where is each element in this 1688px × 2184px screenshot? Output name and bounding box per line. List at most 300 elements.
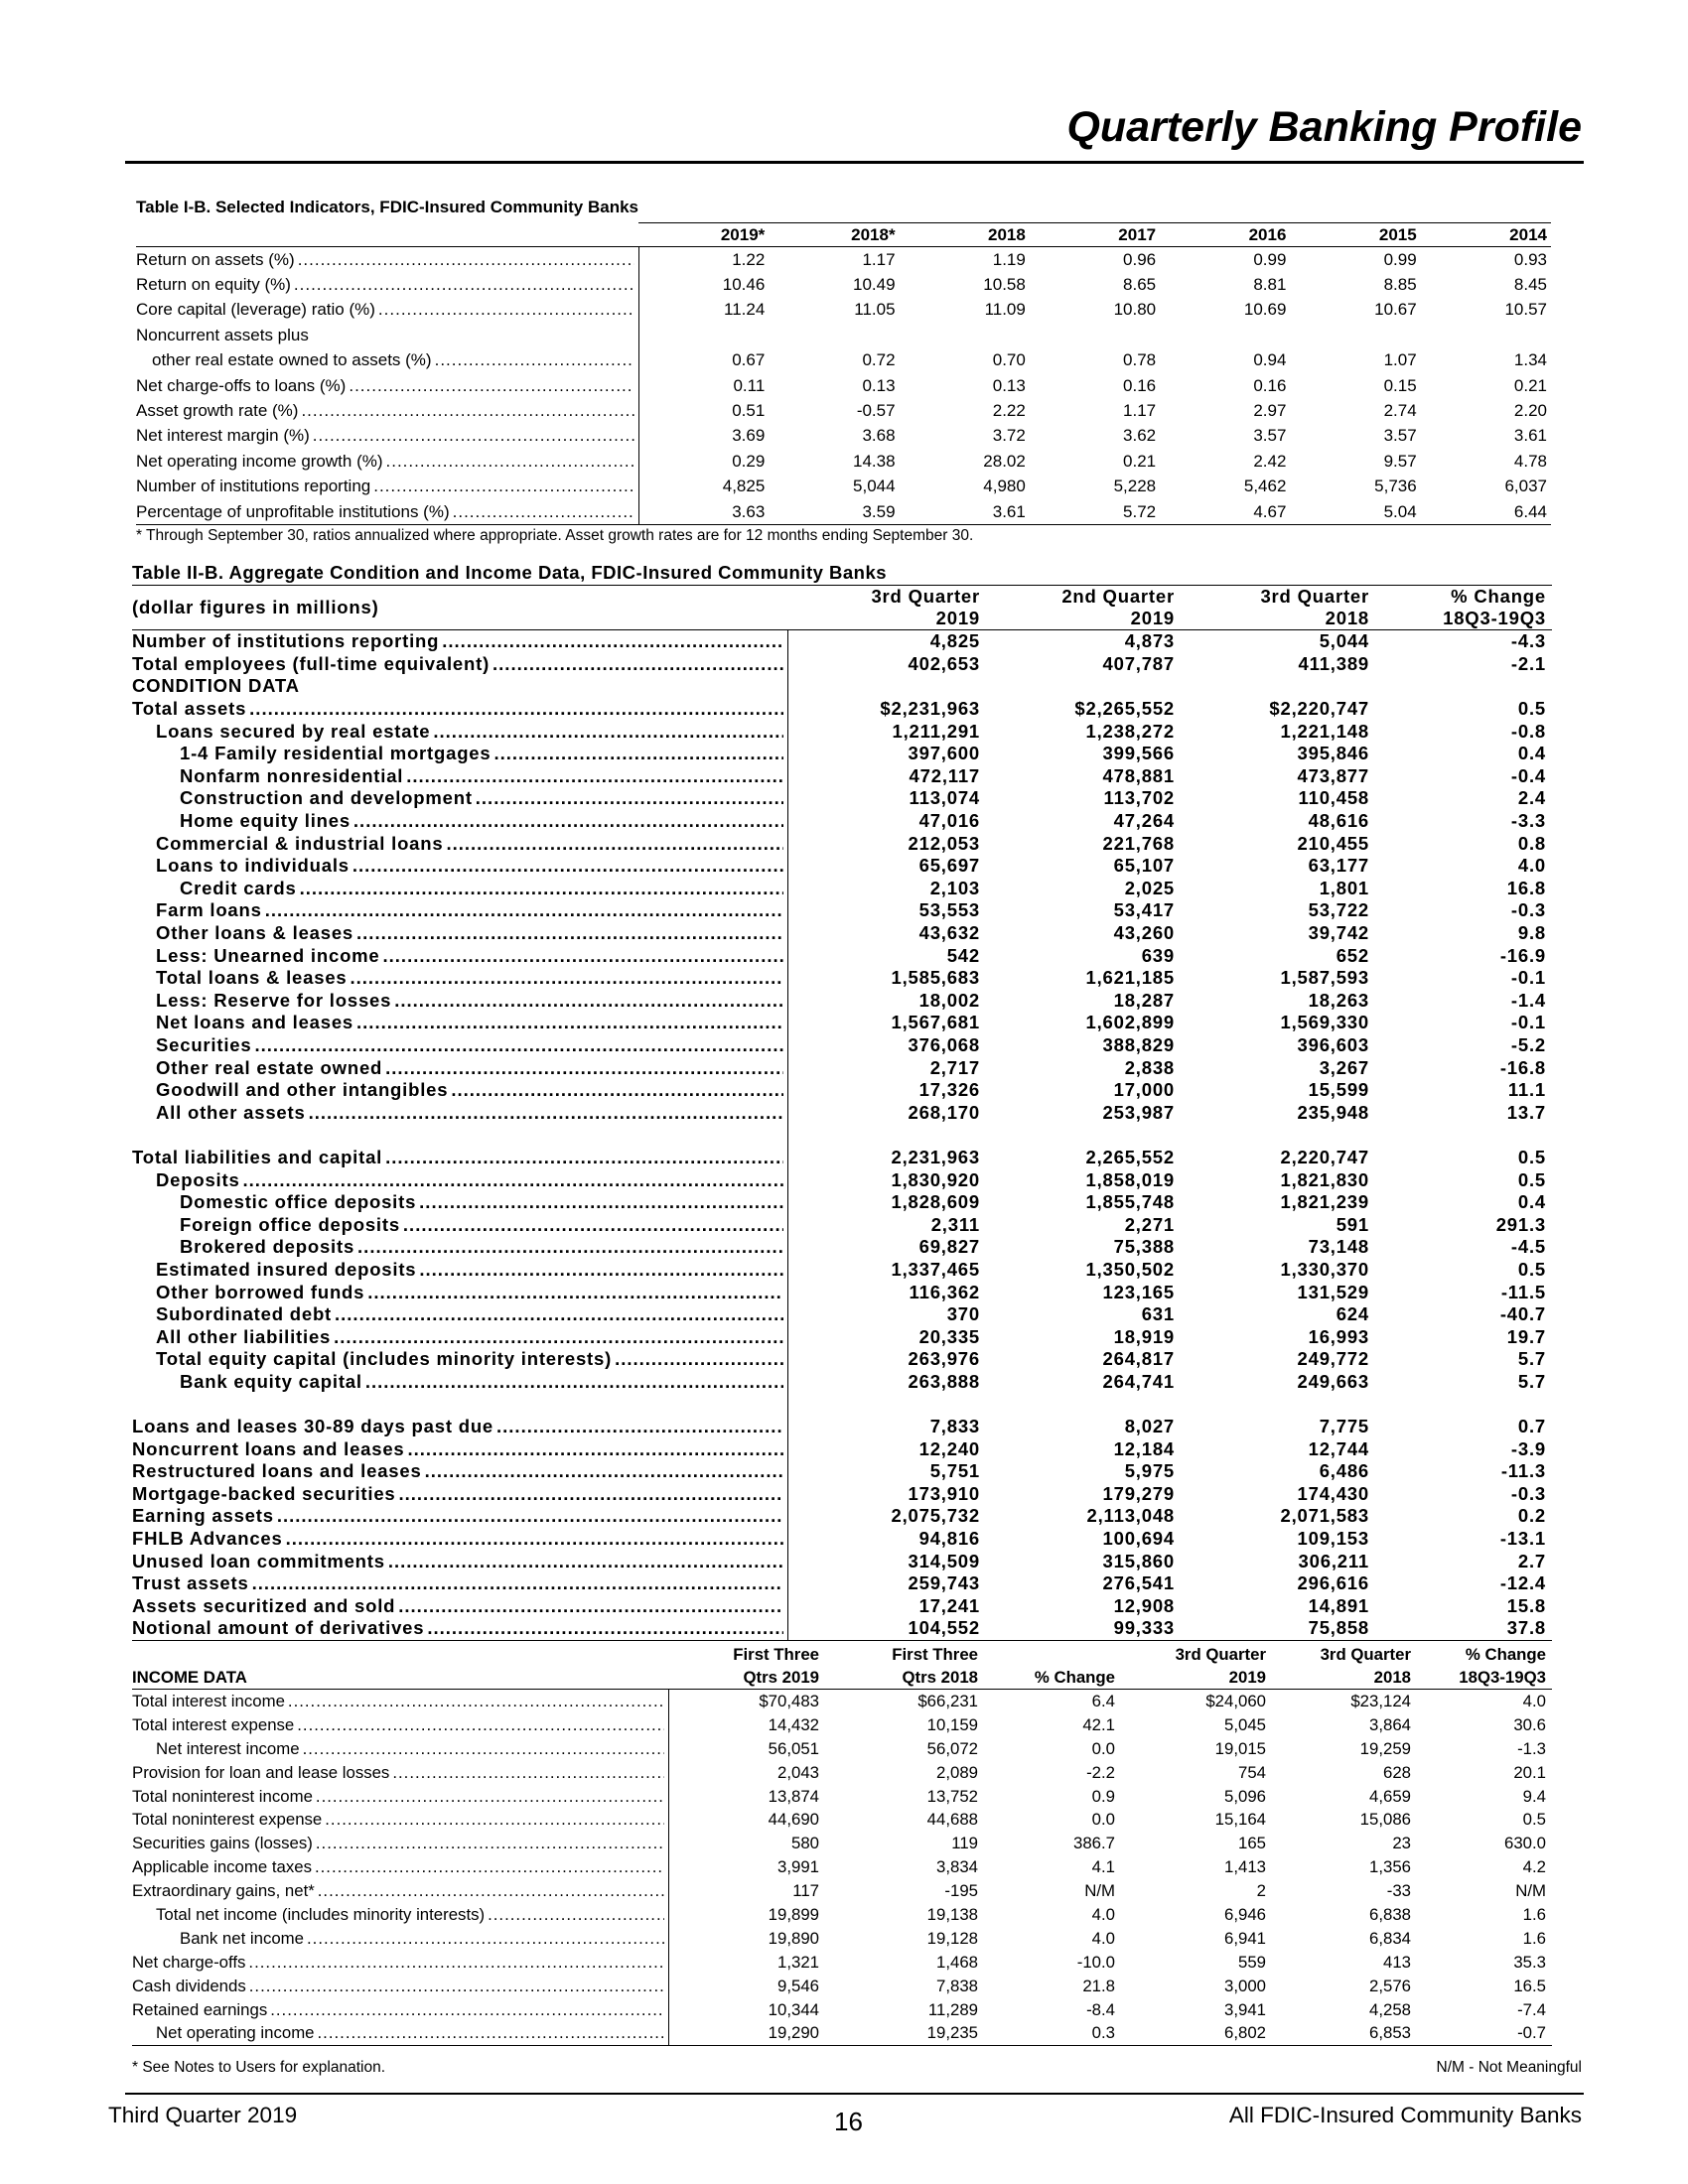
row-label (132, 1550, 787, 1572)
column-header: 2014 (1421, 223, 1551, 247)
row-label-wrap (132, 967, 787, 989)
table-row (132, 1761, 1552, 1785)
cell-value: $66,231 (917, 1691, 978, 1710)
cell-value: 3.69 (732, 426, 766, 446)
row-label-text: Net interest margin (%) (136, 426, 310, 446)
cell-value: 264,741 (1102, 1370, 1175, 1392)
cell-value: 174,430 (1297, 1482, 1369, 1504)
cell-value: 2.7 (1517, 1550, 1546, 1571)
cell-value: 113,702 (1103, 787, 1175, 809)
cell-value: 75,858 (1181, 1617, 1375, 1640)
cell-value: 1,330,370 (1280, 1258, 1369, 1280)
row-label-text: Credit cards (180, 877, 297, 898)
row-label-text: Applicable income taxes (132, 1857, 312, 1877)
column-header: 2017 (1030, 223, 1160, 247)
row-label (132, 1348, 787, 1371)
cell-value: 0.16 (1253, 375, 1287, 395)
row-label-text: Net loans and leases (156, 1012, 354, 1033)
row-label-text: Assets securitized and sold (132, 1594, 396, 1616)
table-row (132, 1325, 1552, 1348)
cell-value: 18,287 (1113, 989, 1175, 1011)
cell-value: 10.69 (1243, 300, 1287, 320)
cell-value: 3.57 (1253, 426, 1287, 446)
cell-value: 639 (1141, 944, 1175, 966)
row-label (136, 247, 638, 273)
cell-value: 3.68 (862, 426, 896, 446)
cell-value: 165 (1238, 1834, 1266, 1853)
leader-dots (265, 899, 783, 921)
row-label-text: Net interest income (156, 1738, 300, 1758)
cell-value: 0.4 (1517, 743, 1546, 764)
cell-value: -13.1 (1499, 1528, 1546, 1550)
cell-value: -3.3 (1510, 810, 1546, 832)
cell-value: 3.61 (1513, 426, 1547, 446)
cell-value: 5,751 (929, 1460, 980, 1482)
row-label-text: Cash dividends (132, 1976, 246, 1995)
cell-value: 2,220,747 (1280, 1146, 1369, 1167)
cell-value: 263,976 (908, 1348, 980, 1370)
row-label-text: Other real estate owned (156, 1056, 383, 1078)
cell-value: 53,553 (918, 899, 980, 921)
table-row (132, 1690, 1552, 1713)
cell-value: 15,164 (1214, 1810, 1266, 1830)
table-row (136, 499, 1551, 525)
leader-dots (298, 250, 634, 270)
table3-note-nm: N/M - Not Meaningful (1436, 2059, 1582, 2076)
row-label (132, 653, 787, 676)
cell-value: 0.16 (1123, 375, 1157, 395)
leader-dots (493, 743, 782, 764)
leader-dots (356, 1012, 782, 1033)
row-label-text: Less: Reserve for losses (156, 989, 392, 1011)
row-label-text: Total liabilities and capital (132, 1146, 383, 1167)
column-header-top: 3rd Quarter (1320, 1645, 1411, 1664)
row-label-text: Trust assets (132, 1572, 249, 1594)
cell-value: -2.1 (1510, 652, 1546, 674)
cell-value: 10,344 (768, 1999, 819, 2019)
cell-value: 10.49 (853, 275, 896, 295)
row-label-text: Farm loans (156, 899, 262, 921)
cell-value: 1.17 (862, 249, 896, 269)
cell-value: 212,053 (908, 832, 980, 854)
row-label-wrap (132, 1572, 787, 1594)
row-label (132, 1483, 787, 1506)
cell-value: 472,117 (909, 764, 980, 786)
table-row (136, 373, 1551, 398)
table-row (132, 1550, 1552, 1572)
row-label (132, 1713, 668, 1737)
row-label (132, 1951, 668, 1975)
row-label-text: Total noninterest income (132, 1786, 313, 1806)
leader-dots (294, 275, 634, 295)
row-label-wrap (132, 855, 787, 877)
cell-value: 3.61 (900, 499, 1030, 525)
row-label (132, 1101, 787, 1124)
cell-value: 179,279 (1102, 1482, 1175, 1504)
cell-value: 296,616 (1297, 1572, 1369, 1594)
row-label (132, 832, 787, 855)
row-label-wrap (132, 810, 787, 832)
cell-value: 1,356 (1369, 1857, 1411, 1877)
cell-value: -4.3 (1510, 630, 1546, 652)
table1-title: Table I-B. Selected Indicators, FDIC-Insured Community Banks (136, 198, 638, 216)
leader-dots (419, 1259, 782, 1281)
column-header-top: First Three (733, 1645, 819, 1664)
cell-value: 1.07 (1383, 350, 1417, 370)
cell-value: 19.7 (1506, 1325, 1546, 1347)
cell-value: 10.46 (722, 275, 766, 295)
column-header: 2018 (900, 223, 1030, 247)
cell-value: 117 (792, 1881, 819, 1901)
table-row (132, 743, 1552, 765)
row-label (132, 878, 787, 900)
cell-value: 2,089 (936, 1762, 978, 1782)
cell-value: 11,289 (927, 1999, 978, 2019)
cell-value: 6,486 (1319, 1460, 1369, 1482)
cell-value: 413 (1383, 1952, 1411, 1972)
cell-value: 1,855,748 (1085, 1191, 1175, 1213)
leader-dots (386, 452, 634, 472)
footer-right: All FDIC-Insured Community Banks (1228, 2103, 1582, 2127)
cell-value: 5,044 (853, 477, 896, 496)
row-label (136, 272, 638, 297)
cell-value: 8,027 (1124, 1416, 1175, 1437)
spacer-label (132, 1393, 787, 1416)
cell-value: 12,184 (1113, 1437, 1175, 1459)
cell-value: 4,873 (1124, 630, 1175, 652)
cell-value: 16.8 (1506, 877, 1546, 898)
leader-dots (476, 787, 783, 809)
column-header (787, 586, 986, 630)
cell-value: 0.3 (984, 2021, 1121, 2045)
row-label-text: Extraordinary gains, net* (132, 1881, 315, 1901)
table-row (132, 1236, 1552, 1259)
cell-value: 315,860 (1102, 1550, 1175, 1571)
leader-dots (349, 376, 633, 396)
cell-value: 411,389 (1298, 652, 1369, 674)
row-label-text: Deposits (156, 1168, 240, 1190)
cell-value: 19,128 (926, 1928, 978, 1948)
cell-value: 6,941 (1224, 1928, 1266, 1948)
cell-value: $70,483 (759, 1691, 819, 1710)
row-label-text: Number of institutions reporting (132, 630, 440, 652)
row-label (136, 373, 638, 398)
leader-dots (406, 765, 782, 787)
leader-dots (307, 1929, 664, 1949)
cell-value: 47,016 (918, 810, 980, 832)
column-header: 2018* (769, 223, 899, 247)
row-label-text: All other assets (156, 1101, 306, 1123)
row-label (132, 2021, 668, 2045)
row-label-text: Total net income (includes minority interests) (156, 1904, 486, 1924)
cell-value: 99,333 (986, 1617, 1181, 1640)
cell-value: 19,015 (1214, 1738, 1266, 1758)
spacer-cell (787, 1393, 986, 1416)
row-label-text: Noncurrent assets plus (136, 325, 309, 344)
row-label-wrap (136, 300, 638, 320)
cell-value: 0.2 (1517, 1505, 1546, 1527)
row-label-wrap (132, 878, 787, 899)
cell-value: 3.62 (1123, 426, 1157, 446)
leader-dots (335, 1303, 782, 1325)
column-header-top: % Change (1465, 1645, 1546, 1664)
row-label (132, 1281, 787, 1303)
cell-value: 119 (951, 1834, 978, 1853)
row-label-wrap (132, 1259, 787, 1281)
cell-value: 13,752 (926, 1786, 978, 1806)
row-label (132, 743, 787, 765)
cell-value: 5,228 (1113, 477, 1157, 496)
row-label-wrap (132, 1483, 787, 1505)
leader-dots (385, 1057, 782, 1079)
cell-value: 4.0 (1091, 1928, 1115, 1948)
cell-value: 11.24 (724, 300, 766, 320)
cell-value: 116,362 (909, 1281, 980, 1302)
cell-value: 0.70 (992, 350, 1026, 370)
row-label (132, 1761, 668, 1785)
cell-value: 2,103 (929, 877, 980, 898)
cell-value: 30.6 (1513, 1714, 1546, 1734)
row-label-text: Total noninterest expense (132, 1810, 323, 1830)
row-label-text: Nonfarm nonresidential (180, 764, 404, 786)
cell-value: 0.99 (1383, 249, 1417, 269)
cell-value: 9.8 (1517, 922, 1546, 944)
cell-value: 63,177 (1308, 855, 1369, 877)
cell-value: 14.38 (853, 451, 896, 471)
leader-dots (318, 1881, 664, 1901)
row-label-wrap (132, 1977, 668, 1996)
cell-value: 7,775 (1319, 1416, 1369, 1437)
cell-value: 6,037 (1504, 477, 1547, 496)
column-header (1121, 1643, 1272, 1690)
cell-value: 0.0 (1091, 1738, 1115, 1758)
cell-value: -0.1 (1510, 967, 1546, 989)
cell-value: -2.2 (1086, 1762, 1115, 1782)
cell-value: -8.4 (1086, 1999, 1115, 2019)
row-label (132, 1808, 668, 1832)
cell-value: 1.34 (1513, 350, 1547, 370)
cell-value: 13,874 (768, 1786, 819, 1806)
row-label (136, 348, 638, 373)
row-label (132, 810, 787, 833)
row-label-text: Other borrowed funds (156, 1281, 365, 1302)
cell-value: 5,096 (1224, 1786, 1266, 1806)
cell-value: 4.67 (1160, 499, 1290, 525)
row-label (136, 298, 638, 323)
cell-value: 43,632 (918, 922, 980, 944)
table-row (132, 1855, 1552, 1879)
cell-value: 407,787 (1102, 652, 1175, 674)
row-label-text: Core capital (leverage) ratio (%) (136, 300, 375, 320)
leader-dots (286, 1528, 783, 1550)
leader-dots (398, 1595, 782, 1617)
row-label (132, 1416, 787, 1438)
leader-dots (373, 477, 633, 496)
cell-value: 10.80 (1113, 300, 1157, 320)
cell-value: 0.8 (1517, 832, 1546, 854)
leader-dots (435, 350, 634, 370)
leader-dots (383, 945, 783, 967)
column-header-bottom: 2018 (1373, 1668, 1411, 1687)
cell-value: -4.5 (1510, 1236, 1546, 1258)
row-label-wrap (132, 1810, 668, 1830)
selected-indicators-table (136, 222, 1551, 525)
cell-value: 1,587,593 (1280, 967, 1369, 989)
row-label-text: Construction and development (180, 787, 473, 809)
table-row (136, 348, 1551, 373)
cell-value: 7,838 (936, 1976, 978, 1995)
spacer-cell (1375, 1393, 1552, 1416)
row-label-wrap (132, 1282, 787, 1303)
cell-value: 1,238,272 (1085, 720, 1175, 742)
cell-value: 5.7 (1517, 1370, 1546, 1392)
cell-value: 395,846 (1297, 743, 1369, 764)
cell-value: 11.05 (854, 300, 896, 320)
cell-value: 4.0 (1517, 855, 1546, 877)
table-row (132, 653, 1552, 676)
row-label-wrap (132, 1763, 668, 1783)
row-label-wrap (136, 275, 638, 295)
row-label (132, 855, 787, 878)
cell-value (1290, 323, 1420, 347)
row-label-text: Loans and leases 30-89 days past due (132, 1416, 494, 1437)
leader-dots (318, 2023, 664, 2043)
cell-value: 1.6 (1522, 1928, 1546, 1948)
row-label-wrap (132, 698, 787, 720)
cell-value: 473,877 (1297, 764, 1369, 786)
cell-value: 8.45 (1513, 275, 1547, 295)
row-label-wrap (132, 1348, 787, 1370)
cell-value: 123,165 (1102, 1281, 1175, 1302)
leader-dots (352, 855, 783, 877)
cell-value: 65,697 (918, 855, 980, 877)
row-label-text: Net operating income (156, 2023, 315, 2043)
cell-value: 8.85 (1383, 275, 1417, 295)
leader-dots (249, 1977, 664, 1996)
cell-value: 1,830,920 (891, 1168, 980, 1190)
row-label-text: Loans secured by real estate (156, 720, 431, 742)
cell-value: 110,458 (1298, 787, 1369, 809)
column-header (1375, 586, 1552, 630)
cell-value: 1,567,681 (891, 1012, 980, 1033)
row-label-text: Securities gains (losses) (132, 1834, 313, 1853)
cell-value: 4.0 (1091, 1904, 1115, 1924)
cell-value: 2,717 (929, 1056, 980, 1078)
page-title: Quarterly Banking Profile (1066, 103, 1582, 151)
cell-value: 264,817 (1102, 1348, 1175, 1370)
column-header-top: 2nd Quarter (1061, 586, 1175, 607)
cell-value: 4.0 (1522, 1691, 1546, 1710)
cell-value: 9.4 (1522, 1786, 1546, 1806)
cell-value: 3,864 (1369, 1714, 1411, 1734)
row-label-wrap (132, 1528, 787, 1550)
table-row (132, 1483, 1552, 1506)
cell-value: 44,688 (926, 1810, 978, 1830)
cell-value: 43,260 (1113, 922, 1175, 944)
cell-value: 44,690 (768, 1810, 819, 1830)
row-label-wrap (132, 1953, 668, 1973)
cell-value: 2,071,583 (1280, 1505, 1369, 1527)
table-row (136, 398, 1551, 423)
cell-value: 15.8 (1506, 1594, 1546, 1616)
row-label-wrap (132, 1326, 787, 1348)
leader-dots (309, 1102, 783, 1124)
cell-value: 104,552 (787, 1617, 986, 1640)
column-header (1272, 1643, 1417, 1690)
row-label (132, 922, 787, 945)
cell-value: 1,821,239 (1280, 1191, 1369, 1213)
column-header-bottom: % Change (1034, 1668, 1115, 1687)
row-label (132, 1213, 787, 1236)
row-label (132, 720, 787, 743)
cell-value: 235,948 (1297, 1101, 1369, 1123)
cell-value: -0.8 (1510, 720, 1546, 742)
row-label-text: Mortgage-backed securities (132, 1482, 396, 1504)
cell-value: 5.72 (1030, 499, 1160, 525)
leader-dots (394, 990, 782, 1012)
row-label-text: Estimated insured deposits (156, 1258, 417, 1280)
cell-value: 0.29 (732, 451, 766, 471)
row-label-wrap (132, 1102, 787, 1124)
row-label (132, 1855, 668, 1879)
table-row (132, 1034, 1552, 1057)
row-label-text: Percentage of unprofitable institutions (%) (136, 501, 450, 521)
income-data-table (132, 1643, 1552, 2046)
row-label-text: Loans to individuals (156, 855, 350, 877)
row-label-text: Domestic office deposits (180, 1191, 417, 1213)
cell-value: 113,074 (909, 787, 980, 809)
cell-value: 19,138 (926, 1904, 978, 1924)
row-label-wrap (132, 1905, 668, 1925)
cell-value: 5,045 (1224, 1714, 1266, 1734)
cell-value: 0.51 (732, 401, 766, 421)
cell-value (1160, 323, 1290, 347)
cell-value: 20,335 (918, 1325, 980, 1347)
row-label-wrap (136, 502, 638, 522)
cell-value: 0.72 (862, 350, 896, 370)
row-label-wrap (132, 1438, 787, 1460)
leader-dots (403, 1214, 783, 1236)
cell-value: 4,659 (1369, 1786, 1411, 1806)
spacer-cell (986, 675, 1181, 698)
row-label (132, 944, 787, 967)
column-header-top: First Three (892, 1645, 978, 1664)
spacer-cell (986, 1124, 1181, 1147)
cell-value: N/M (1515, 1881, 1546, 1901)
cell-value: -16.8 (1499, 1056, 1546, 1078)
table-row (136, 247, 1551, 273)
spacer-cell (986, 1393, 1181, 1416)
row-label (132, 787, 787, 810)
column-header-top: 3rd Quarter (1260, 586, 1369, 607)
row-label-text: Restructured loans and leases (132, 1460, 422, 1482)
cell-value: 0.0 (1091, 1810, 1115, 1830)
cell-value: 1,828,609 (891, 1191, 980, 1213)
leader-dots (446, 833, 782, 855)
cell-value: -0.4 (1510, 764, 1546, 786)
row-label-text: Total interest expense (132, 1714, 295, 1734)
table-row (136, 475, 1551, 499)
column-header (984, 1643, 1121, 1690)
row-label-wrap (132, 1929, 668, 1949)
cell-value: 20.1 (1513, 1762, 1546, 1782)
leader-dots (385, 1147, 782, 1168)
cell-value: 100,694 (1102, 1528, 1175, 1550)
cell-value: 630.0 (1504, 1834, 1546, 1853)
cell-value: -11.5 (1500, 1281, 1546, 1302)
cell-value: 14,432 (768, 1714, 819, 1734)
leader-dots (427, 1617, 782, 1639)
